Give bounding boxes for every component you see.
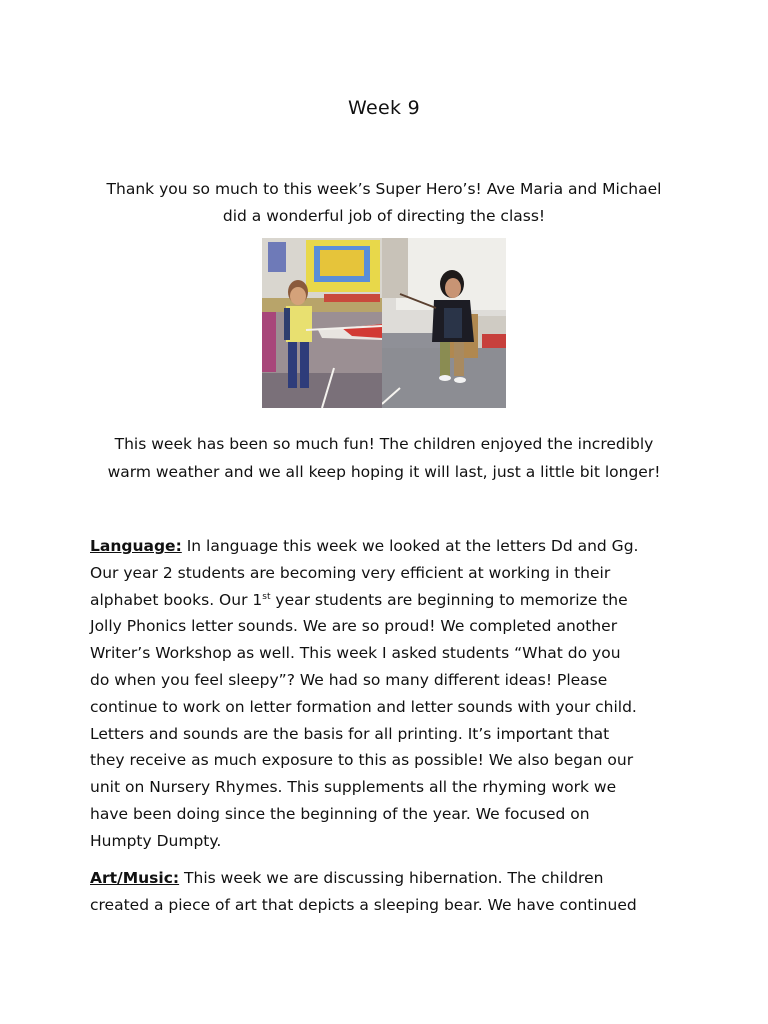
ordinal-suffix: st [262,591,271,602]
art-line: created a piece of art that depicts a sleeping bear. We have continued [90,895,637,914]
page-title: Week 9 [348,97,420,119]
language-line: have been doing since the beginning of the year. We focused on [90,804,590,823]
language-text: alphabet books. Our 1 [90,590,263,609]
language-line: do when you feel sleepy”? We had so many different ideas! Please [90,670,608,689]
intro-line: did a wonderful job of directing the class! [222,207,546,225]
art-music-section [90,865,690,919]
language-text: year students are beginning to memorize the [270,590,628,609]
photo-girl-image [382,238,506,408]
photo-boy-image [262,238,382,408]
language-line: unit on Nursery Rhymes. This supplements all the rhyming work we [90,778,617,797]
language-line [90,533,690,560]
art-text: This week we are discussing hibernation. The children [179,869,604,887]
language-line: Humpty Dumpty. [90,831,222,850]
language-line: Jolly Phonics letter sounds. We are so proud! We completed another [90,617,618,636]
language-line: they receive as much exposure to this as possible! We also began our [90,751,634,770]
intro-paragraph [60,176,708,230]
weather-line: This week has been so much fun! The children enjoyed the incredibly [114,435,654,453]
art-music-label: Art/Music: [90,869,180,887]
language-text: In language this week we looked at the letters Dd and Gg. [181,537,639,555]
language-line [90,587,690,614]
language-label: Language: [90,537,182,555]
super-heroes-photos [262,238,506,408]
photo-boy-with-pointer [262,238,382,408]
photo-girl-with-pointer [382,238,506,408]
art-line [90,865,690,892]
language-line: Writer’s Workshop as well. This week I asked students “What do you [90,644,621,663]
language-line: Our year 2 students are becoming very efficient at working in their [90,563,611,582]
weather-line: warm weather and we all keep hoping it will last, just a little bit longer! [107,463,661,481]
language-section [90,533,690,855]
intro-line: Thank you so much to this week’s Super Hero’s! Ave Maria and Michael [106,180,662,198]
language-line: continue to work on letter formation and letter sounds with your child. [90,697,637,716]
weather-paragraph [60,430,708,486]
language-line: Letters and sounds are the basis for all printing. It’s important that [90,724,610,743]
